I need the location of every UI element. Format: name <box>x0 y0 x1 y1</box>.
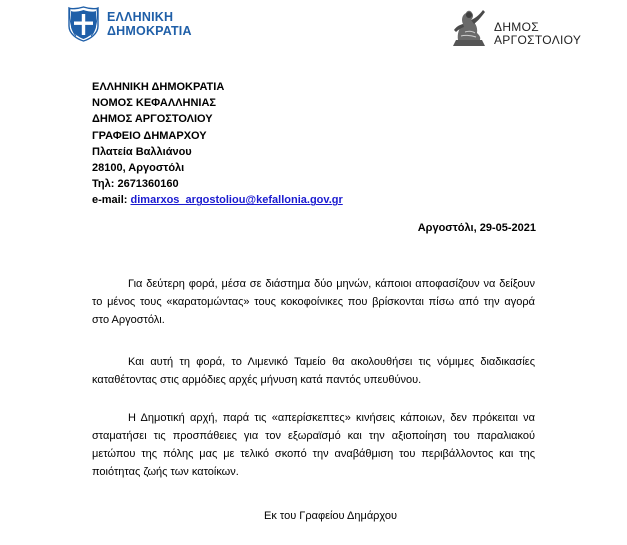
letterhead-line: 28100, Αργοστόλι <box>92 162 185 175</box>
body-paragraph-3: Η Δημοτική αρχή, παρά τις «απερίσκεπτες» κινήσεις κάποιων, δεν πρόκειται να σταματήσει τις προσπάθειες για τον εξωραϊσμό και την αξιοποίηση του παραλιακού μετώπου της πόλης μας με τελικό σκοπό την αναβάθμιση του περιβάλλοντος και της ποιότητας ζωής των κατοίκων. <box>92 412 535 478</box>
email-line <box>92 192 343 208</box>
letterhead-line: ΔΗΜΟΣ ΑΡΓΟΣΤΟΛΙΟΥ <box>92 113 213 126</box>
body-paragraph-1: Για δεύτερη φορά, μέσα σε διάστημα δύο μηνών, κάποιοι αποφασίζουν να δείξουν το μένος τους «καρατομώντας» τους κοκοφοίνικες που βρίσκονται πίσω από την αγορά στο Αργοστόλι. <box>92 278 535 326</box>
letterhead-line: ΓΡΑΦΕΙΟ ΔΗΜΑΡΧΟΥ <box>92 129 207 142</box>
greek-emblem-icon <box>68 6 99 42</box>
letterhead-line: Τηλ: 2671360160 <box>92 178 179 191</box>
left-logo-text <box>107 10 192 38</box>
letterhead-block <box>92 79 343 209</box>
right-logo-line: ΔΗΜΟΣ <box>494 20 539 34</box>
statue-emblem-icon <box>445 6 491 48</box>
left-logo-line: ΕΛΛΗΝΙΚΗ <box>107 10 174 24</box>
left-logo-line: ΔΗΜΟΚΡΑΤΙΑ <box>107 24 192 38</box>
hellenic-republic-logo <box>68 6 192 42</box>
letterhead-line: ΕΛΛΗΝΙΚΗ ΔΗΜΟΚΡΑΤΙΑ <box>92 81 225 93</box>
municipality-logo <box>445 6 581 48</box>
signature-line: Εκ του Γραφείου Δημάρχου <box>264 510 398 522</box>
email-label: e-mail: <box>92 194 131 207</box>
right-logo-line: ΑΡΓΟΣΤΟΛΙΟΥ <box>494 33 582 47</box>
right-logo-text <box>494 21 581 47</box>
email-link[interactable]: dimarxos_argostoliou@kefallonia.gov.gr <box>130 194 343 207</box>
letterhead-line: Πλατεία Βαλλιάνου <box>92 145 192 158</box>
document-date: Αργοστόλι, 29-05-2021 <box>417 222 536 234</box>
body-paragraph-2: Και αυτή τη φορά, το Λιμενικό Ταμείο θα ακολουθήσει τις νόμιμες διαδικασίες καταθέτοντας στις αρμόδιες αρχές μήνυση κατά παντός υπευθύνου. <box>92 356 535 386</box>
letterhead-line: ΝΟΜΟΣ ΚΕΦΑΛΛΗΝΙΑΣ <box>92 97 216 110</box>
